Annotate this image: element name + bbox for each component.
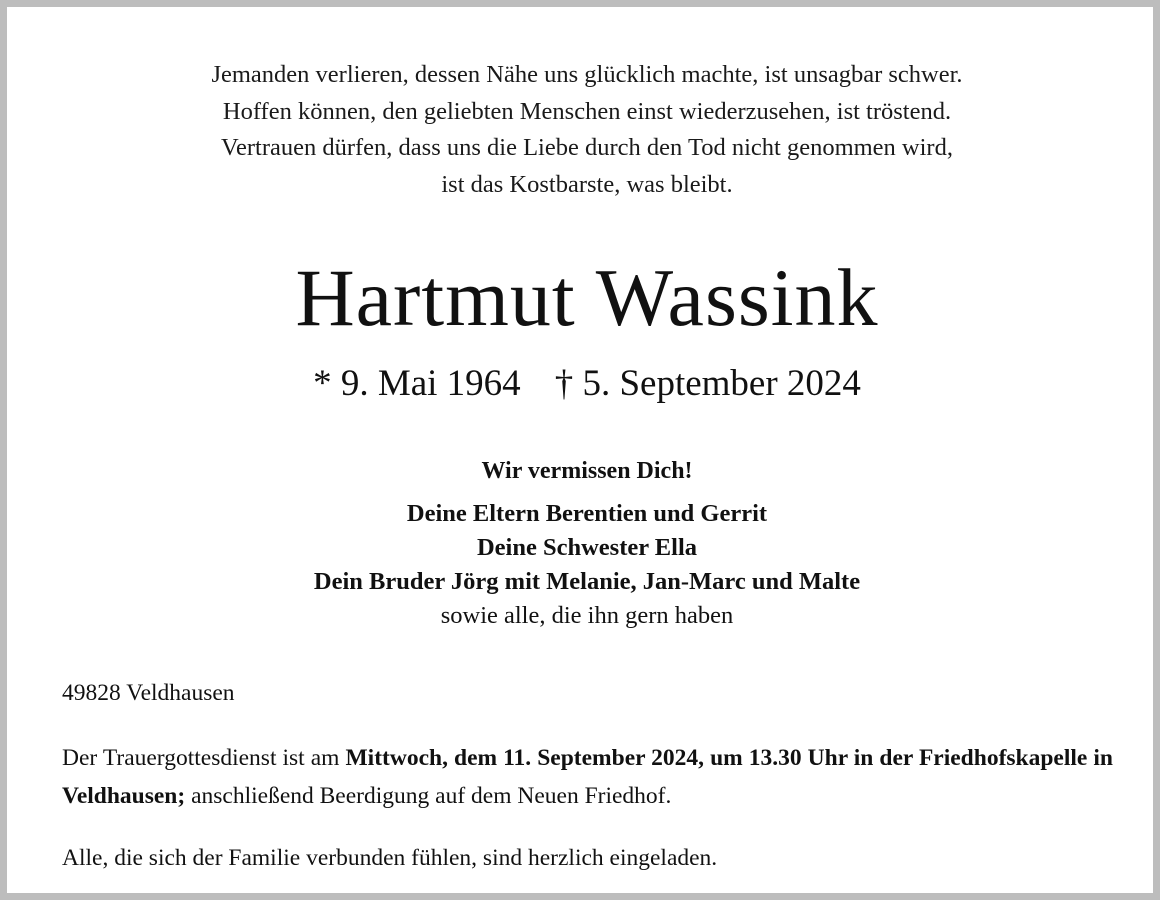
poem-line-4: ist das Kostbarste, was bleibt. (441, 170, 733, 198)
family-line-parents: Deine Eltern Berentien und Gerrit (406, 500, 768, 527)
poem-line-1: Jemanden verlieren, dessen Nähe uns glücklich machte, ist unsagbar schwer. (211, 61, 963, 88)
family-line-brother: Dein Bruder Jörg mit Melanie, Jan-Marc und Malte (313, 568, 861, 595)
deceased-name: Hartmut Wassink (295, 252, 879, 343)
service-highlight: Mittwoch, dem 11. September 2024, um 13.30 Uhr in der Friedhofskapelle in Veldhausen; (62, 745, 1113, 809)
poem-line-2: Hoffen können, den geliebten Menschen einst wiederzusehen, ist tröstend. (222, 97, 952, 125)
poem (67, 57, 1107, 203)
family-line-sister: Deine Schwester Ella (476, 534, 698, 561)
invitation-line: Alle, die sich der Familie verbunden fühlen, sind herzlich eingeladen. (62, 845, 718, 871)
city-line: 49828 Veldhausen (62, 680, 235, 706)
service-info (62, 739, 1113, 815)
poem-line-3: Vertrauen dürfen, dass uns die Liebe durch den Tod nicht genommen wird, (221, 134, 953, 161)
service-rest: anschließend Beerdigung auf dem Neuen Friedhof. (185, 783, 672, 809)
family-list (67, 497, 1107, 633)
service-intro: Der Trauergottesdienst ist am (62, 745, 346, 771)
miss-you-heading: Wir vermissen Dich! (481, 458, 693, 484)
family-line-others: sowie alle, die ihn gern haben (440, 602, 734, 629)
life-dates (67, 359, 1107, 409)
birth-date: * 9. Mai 1964 (313, 363, 521, 404)
death-date: † 5. September 2024 (554, 363, 861, 404)
